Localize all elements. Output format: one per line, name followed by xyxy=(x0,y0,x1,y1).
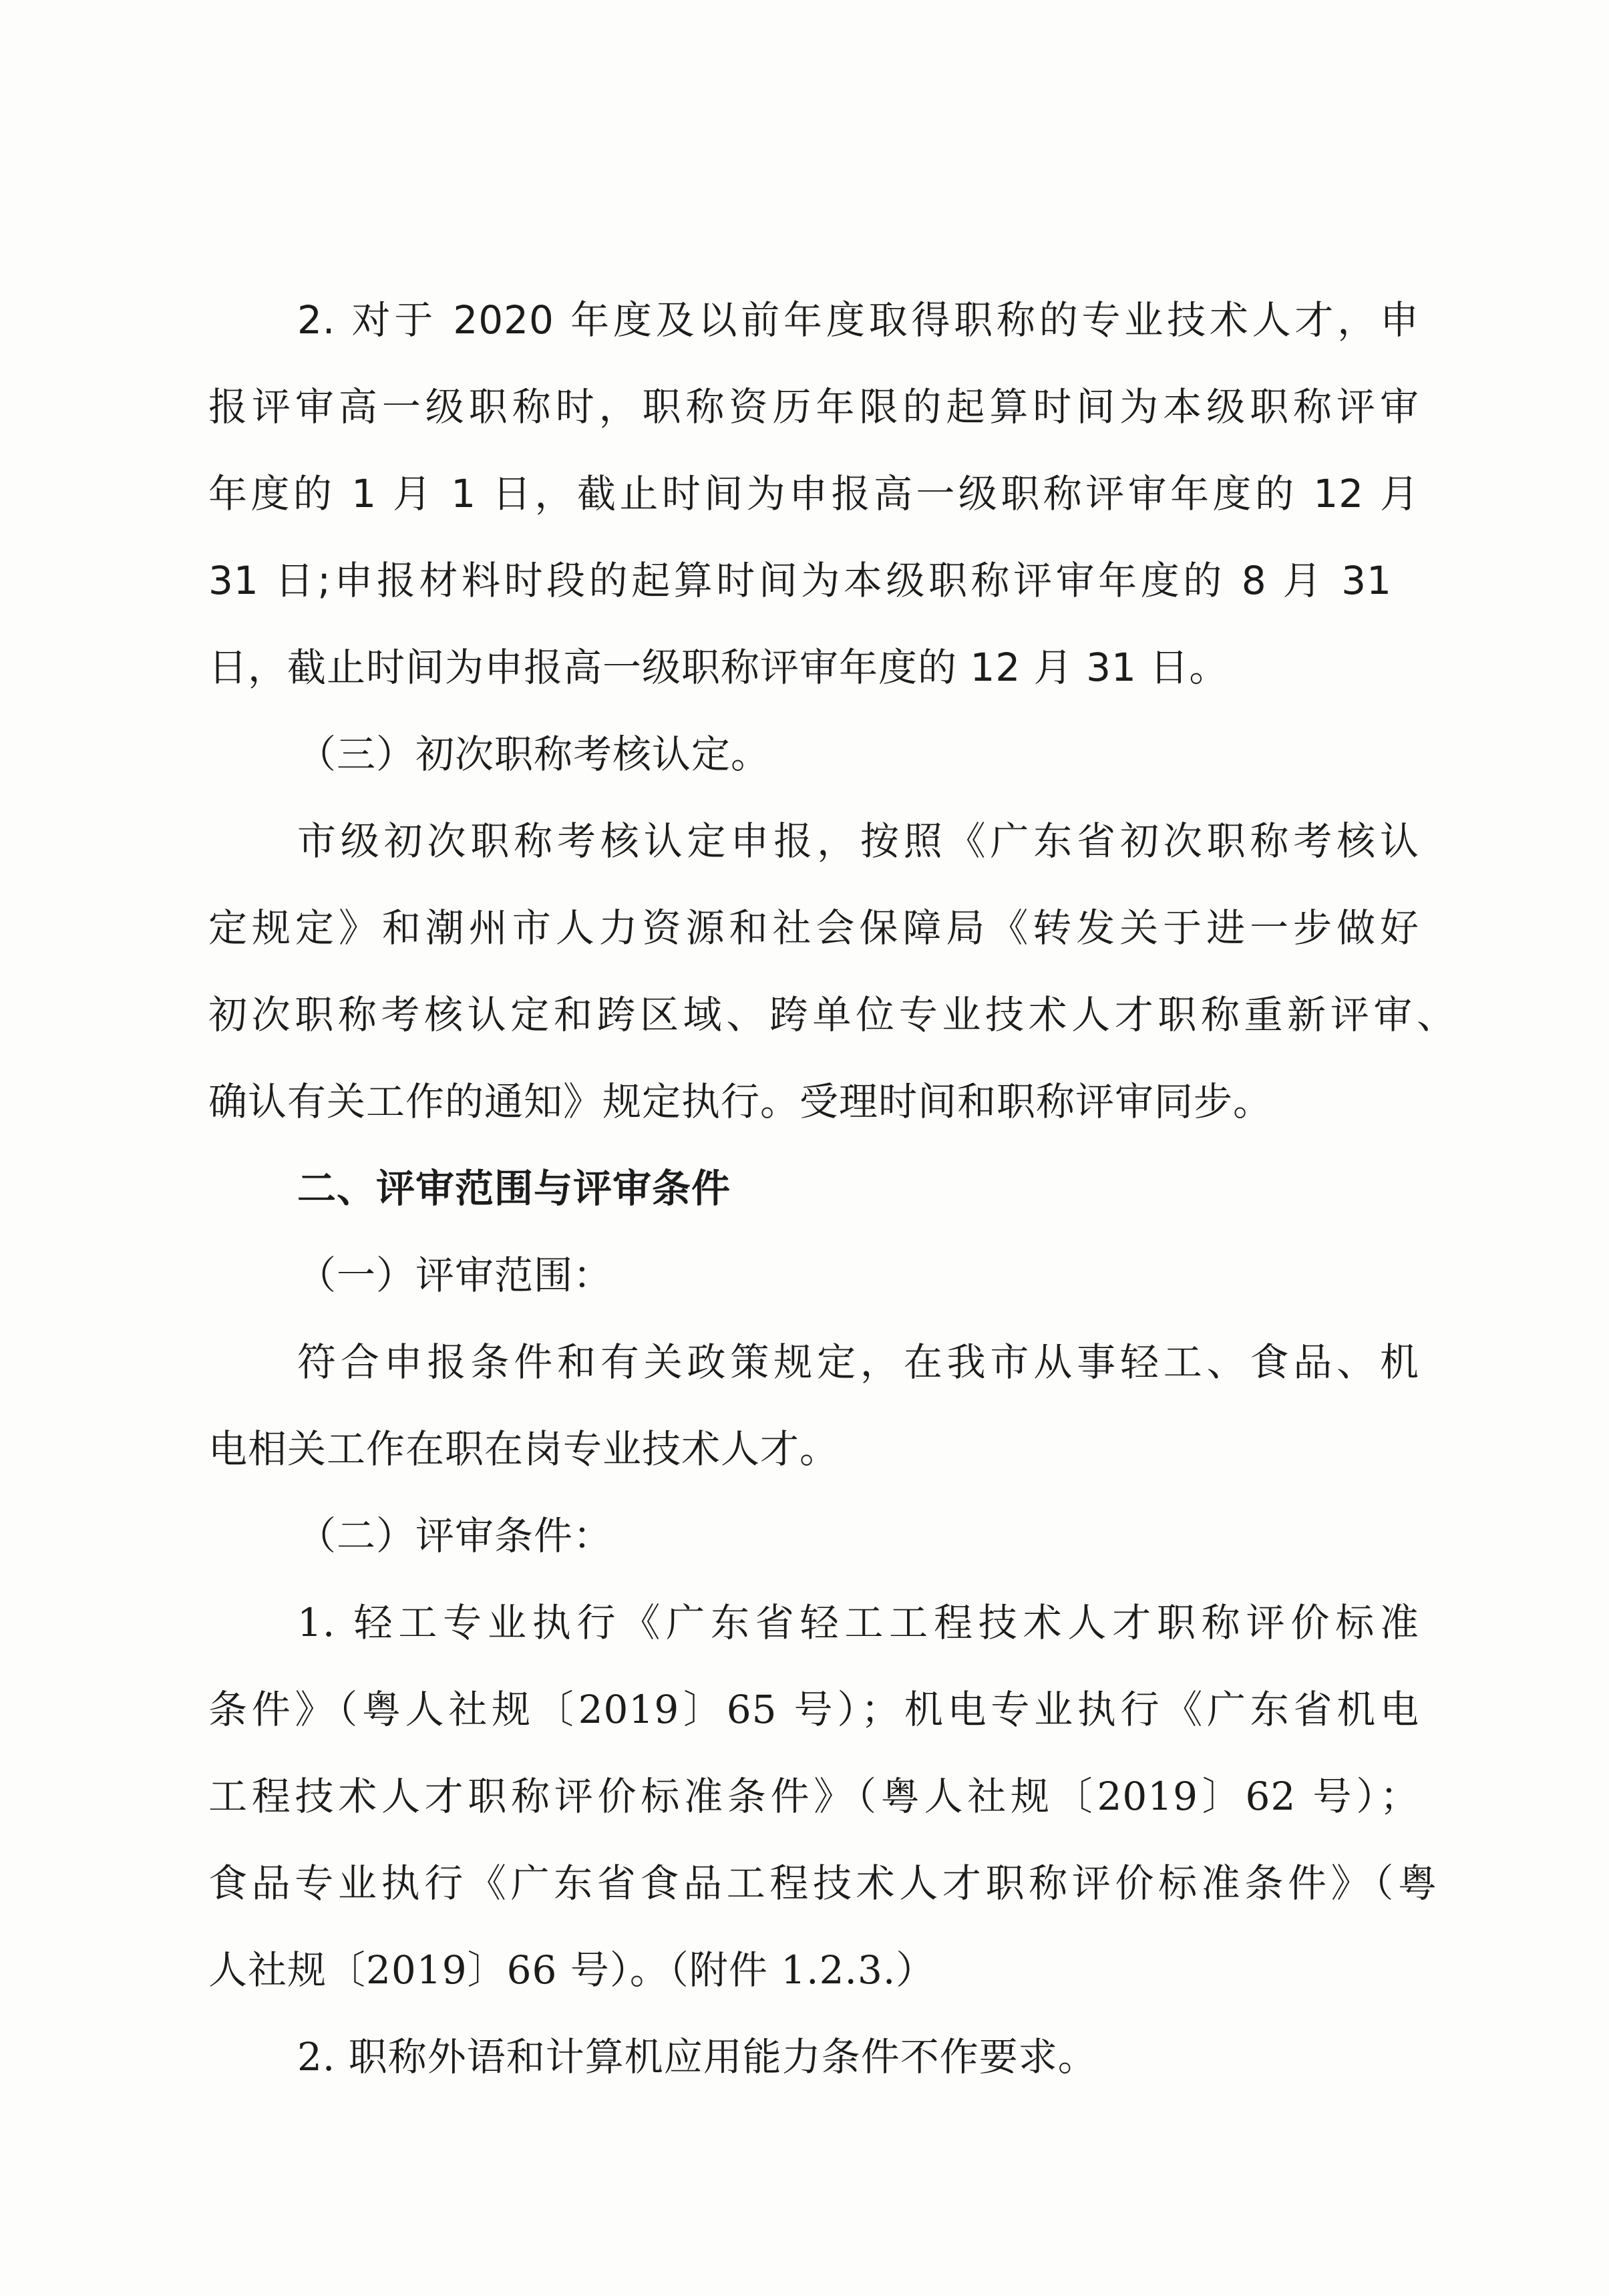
paragraph-line-2: 报评审高一级职称时，职称资历年限的起算时间为本级职称评审 xyxy=(208,384,1419,430)
paragraph-line-13: 符合申报条件和有关政策规定，在我市从事轻工、食品、机 xyxy=(297,1339,1419,1385)
paragraph-line-5: 日，截止时间为申报高一级职称评审年度的 12 月 31 日。 xyxy=(208,645,1229,690)
section-heading-scope-and-conditions: 二、评审范围与评审条件 xyxy=(297,1166,731,1211)
paragraph-line-9: 初次职称考核认定和跨区域、跨单位专业技术人才职称重新评审、 xyxy=(208,992,1456,1037)
paragraph-line-4: 31 日;申报材料时段的起算时间为本级职称评审年度的 8 月 31 xyxy=(208,558,1392,603)
paragraph-line-19: 食品专业执行《广东省食品工程技术人才职称评价标准条件》（粤 xyxy=(208,1860,1437,1906)
subheading-scope: （一）评审范围： xyxy=(297,1253,613,1298)
subheading-conditions: （二）评审条件： xyxy=(297,1513,613,1559)
paragraph-line-10: 确认有关工作的通知》规定执行。受理时间和职称评审同步。 xyxy=(208,1079,1273,1124)
paragraph-line-16: 1. 轻工专业执行《广东省轻工工程技术人才职称评价标准 xyxy=(297,1600,1419,1645)
paragraph-line-17: 条件》（粤人社规〔2019〕65 号）；机电专业执行《广东省机电 xyxy=(208,1687,1419,1732)
paragraph-line-1: 2. 对于 2020 年度及以前年度取得职称的专业技术人才，申 xyxy=(297,297,1419,343)
paragraph-line-20: 人社规〔2019〕66 号）。（附件 1.2.3.） xyxy=(208,1947,936,1993)
paragraph-line-14: 电相关工作在职在岗专业技术人才。 xyxy=(208,1426,840,1472)
paragraph-line-3: 年度的 1 月 1 日，截止时间为申报高一级职称评审年度的 12 月 xyxy=(208,471,1419,516)
paragraph-line-21: 2. 职称外语和计算机应用能力条件不作要求。 xyxy=(297,2034,1097,2080)
paragraph-line-7: 市级初次职称考核认定申报，按照《广东省初次职称考核认 xyxy=(297,818,1419,864)
paragraph-line-8: 定规定》和潮州市人力资源和社会保障局《转发关于进一步做好 xyxy=(208,905,1419,951)
section-heading-initial-title: （三）初次职称考核认定。 xyxy=(297,731,771,777)
paragraph-line-18: 工程技术人才职称评价标准条件》（粤人社规〔2019〕62 号）； xyxy=(208,1774,1419,1819)
